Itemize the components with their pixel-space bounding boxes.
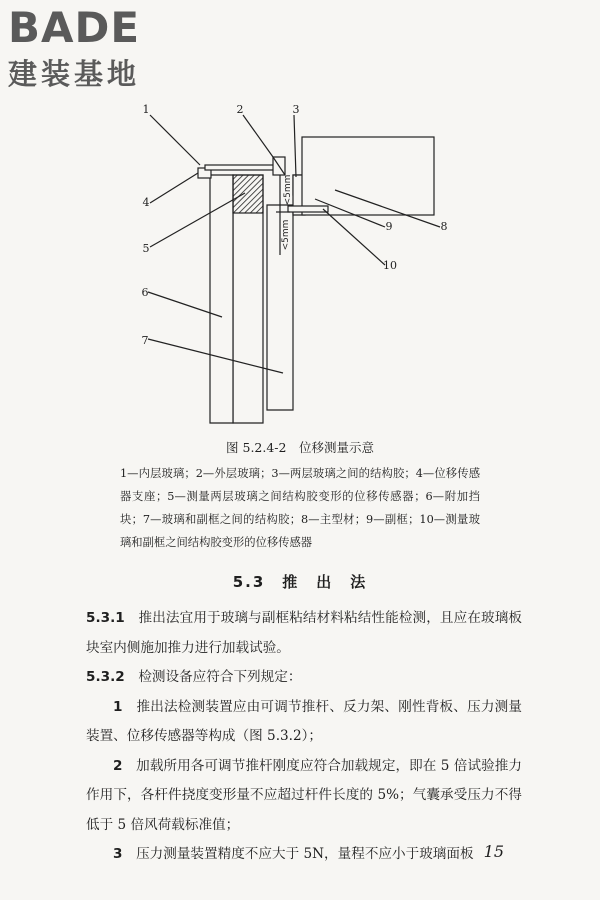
structural-adhesive-3 — [233, 175, 263, 213]
dimension-label-1: <5mm — [283, 174, 293, 206]
label-5: 1 — [142, 103, 150, 116]
dimension-label-2: <5mm — [281, 219, 291, 251]
item-number: 2 — [113, 757, 123, 774]
main-profile — [302, 137, 434, 215]
label-3: 5 — [142, 242, 150, 255]
outer-glass — [210, 175, 233, 423]
label-1: 7 — [141, 334, 149, 347]
clause-number: 5.3.1 — [86, 610, 125, 626]
logo — [8, 3, 178, 92]
paragraph-5-3-1 — [86, 604, 522, 663]
item-3 — [86, 840, 522, 870]
item-text: 加载所用各可调节推杆刚度应符合加载规定，即在 5 倍试验推力作用下，各杆件挠度变形量不应超过杆件长度的 5%；气囊承受压力不得低于 5 倍风荷载标准值； — [86, 757, 522, 833]
label-6: 2 — [236, 103, 244, 116]
item-text: 推出法检测装置应由可调节推杆、反力架、刚性背板、压力测量装置、位移传感器等构成（图 5.3.2）； — [86, 698, 523, 744]
figure-legend: 1—内层玻璃；2—外层玻璃；3—两层玻璃之间的结构胶；4—位移传感器支座；5—测量两层玻璃之间结构胶变形的位移传感器；6—附加挡块；7—玻璃和副框之间的结构胶；8—主型材；9—副框；10—测量玻璃和副框之间结构胶变形的位移传感器 — [120, 467, 480, 549]
clause-number: 5.3.2 — [86, 669, 125, 685]
item-2 — [86, 752, 522, 841]
item-text: 压力测量装置精度不应大于 5N，量程不应小于玻璃面板 — [136, 846, 474, 862]
logo-subtitle: 建装基地 — [8, 57, 141, 91]
displacement-sensor-10 — [288, 206, 328, 212]
paragraph-5-3-2 — [86, 663, 522, 693]
paragraph-text: 检测设备应符合下列规定： — [138, 669, 302, 685]
figure-caption: 图 5.2.4-2 位移测量示意 — [226, 440, 374, 455]
label-7: 3 — [292, 103, 300, 116]
item-number: 3 — [113, 846, 123, 862]
label-9: 9 — [385, 220, 393, 233]
displacement-sensor-5 — [205, 165, 275, 170]
paragraph-text: 推出法宜用于玻璃与副框粘结材料粘结性能检测，且应在玻璃板块室内侧施加推力进行加载试验。 — [86, 610, 523, 656]
section-title: 5.3 推 出 法 — [232, 573, 368, 591]
page-number: 15 — [483, 842, 504, 861]
label-8: 8 — [440, 220, 448, 233]
label-10: 10 — [383, 259, 397, 272]
item-number: 1 — [113, 698, 123, 715]
displacement-measurement-diagram — [0, 95, 600, 435]
label-2: 6 — [141, 286, 149, 299]
logo-mark: BADE — [8, 3, 141, 52]
label-4: 4 — [142, 196, 150, 209]
item-1 — [86, 693, 522, 752]
body-text — [86, 604, 522, 870]
